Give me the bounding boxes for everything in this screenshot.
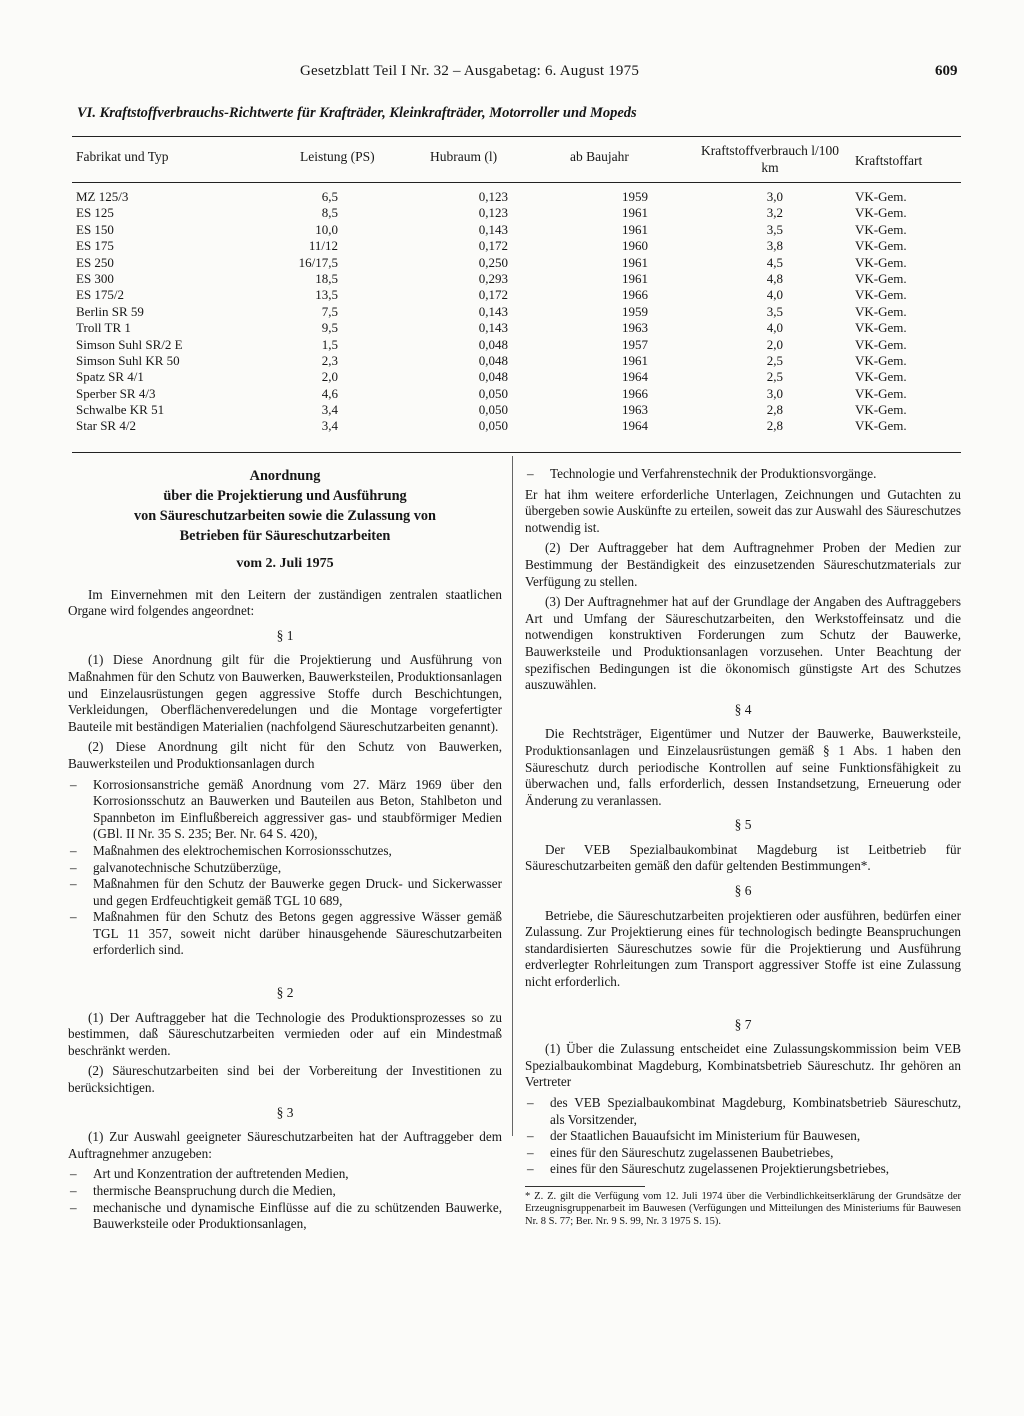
cell-verbrauch: 2,5 bbox=[766, 352, 783, 368]
cell-leistung: 2,0 bbox=[321, 369, 338, 385]
left-column bbox=[68, 466, 502, 1237]
cell-verbrauch: 4,8 bbox=[766, 270, 783, 286]
cell-leistung: 16/17,5 bbox=[298, 254, 338, 270]
cell-verbrauch: 3,0 bbox=[766, 189, 783, 204]
cell-hubraum: 0,050 bbox=[478, 385, 508, 401]
decree-title-line-3: von Säureschutzarbeiten sowie die Zulassung von bbox=[133, 508, 436, 524]
cell-baujahr: 1966 bbox=[622, 287, 648, 303]
cell-verbrauch: 3,0 bbox=[766, 385, 783, 401]
table-bottom-rule bbox=[72, 452, 961, 453]
requirements-list-continued bbox=[525, 466, 961, 483]
cell-baujahr: 1961 bbox=[622, 254, 648, 270]
cell-hubraum: 0,172 bbox=[478, 238, 508, 254]
cell-baujahr: 1961 bbox=[622, 205, 648, 221]
paragraph-3-subsection-2: (2) Der Auftraggeber hat dem Auftragnehmer Proben der Medien zur Bestimmung der Beständigkeit des einzusetzenden Säureschutzmaterials zur Verfügung zu stellen. bbox=[525, 540, 961, 589]
col-header-kraftstoffart: Kraftstoffart bbox=[855, 153, 923, 168]
cell-typ: Simson Suhl SR/2 E bbox=[76, 336, 183, 352]
column-divider bbox=[512, 456, 513, 1136]
cell-typ: ES 300 bbox=[76, 270, 114, 286]
cell-leistung: 3,4 bbox=[321, 418, 338, 434]
cell-hubraum: 0,172 bbox=[478, 287, 508, 303]
cell-art: VK-Gem. bbox=[855, 287, 907, 303]
cell-typ: Star SR 4/2 bbox=[76, 418, 136, 434]
paragraph-2-subsection-1: (1) Der Auftraggeber hat die Technologie des Produktionsprozesses so zu bestimmen, daß Säureschutzarbeiten vermieden oder auf ein Mindestmaß beschränkt werden. bbox=[68, 1009, 502, 1058]
paragraph-heading-2: § 2 bbox=[276, 985, 294, 1001]
paragraph-1-subsection-2: (2) Diese Anordnung gilt nicht für den Schutz von Bauwerken, Bauwerksteilen und Produktionsanlagen durch bbox=[68, 739, 502, 771]
paragraph-2-subsection-2: (2) Säureschutzarbeiten sind bei der Vorbereitung der Investitionen zu berücksichtigen. bbox=[68, 1063, 502, 1096]
cell-art: VK-Gem. bbox=[855, 369, 907, 385]
cell-art: VK-Gem. bbox=[855, 418, 907, 434]
cell-verbrauch: 3,8 bbox=[766, 238, 783, 254]
paragraph-5-text: Der VEB Spezialbaukombinat Magdeburg ist Leitbetrieb für Säureschutzarbeiten gemäß den dafür geltenden Bestimmungen*. bbox=[525, 841, 961, 874]
cell-art: VK-Gem. bbox=[855, 336, 907, 352]
cell-verbrauch: 3,5 bbox=[766, 303, 783, 319]
paragraph-7-subsection-1: (1) Über die Zulassung entscheidet eine Zulassungskommission beim VEB Spezialbaukombinat Magdeburg, Kombinatsbetrieb Säureschutz. Ihr gehören an Vertreter bbox=[525, 1041, 961, 1090]
table-row bbox=[72, 337, 961, 353]
footnote-rule bbox=[525, 1186, 645, 1187]
cell-hubraum: 0,048 bbox=[478, 369, 508, 385]
paragraph-4-text: Die Rechtsträger, Eigentümer und Nutzer der Bauwerke, Bauwerksteile, Produktionsanlagen und Einzelausrüstungen gemäß § 1 Abs. 1 haben den Säureschutz durch periodische Kontrollen auf seine Funktionsfähigkeit zu überwachen und, falls erforderlich, dessen Instandsetzung, Erneuerung oder Änderung zu veranlassen. bbox=[525, 726, 961, 808]
cell-art: VK-Gem. bbox=[855, 238, 907, 254]
cell-baujahr: 1961 bbox=[622, 352, 648, 368]
cell-verbrauch: 2,8 bbox=[766, 418, 783, 434]
list-item: – Maßnahmen des elektrochemischen Korrosionsschutzes, bbox=[68, 843, 502, 860]
table-header-rule bbox=[72, 182, 961, 183]
col-header-verbrauch: Kraftstoffverbrauch l/100 km bbox=[700, 143, 840, 175]
cell-leistung: 10,0 bbox=[315, 221, 338, 237]
list-item: – Korrosionsanstriche gemäß Anordnung vom 27. März 1969 über den Korrosionsschutz an Bauwerken und Bauteilen aus Beton, Stahlbeton und Spannbeton im Einflußbereich aggressiver gas- und staubförmiger Medien (GBl. II Nr. 35 S. 235; Ber. Nr. 64 S. 420), bbox=[68, 777, 502, 843]
cell-typ: Spatz SR 4/1 bbox=[76, 369, 144, 385]
table-row bbox=[72, 287, 961, 303]
list-item: – mechanische und dynamische Einflüsse auf die zu schützenden Bauwerke, Bauwerksteile oder Produktionsanlagen, bbox=[68, 1200, 502, 1233]
consumption-table-body bbox=[72, 189, 961, 435]
cell-baujahr: 1963 bbox=[622, 402, 648, 418]
running-head: Gesetzblatt Teil I Nr. 32 – Ausgabetag: 6. August 1975 bbox=[300, 63, 640, 79]
cell-art: VK-Gem. bbox=[855, 270, 907, 286]
col-header-hubraum: Hubraum (l) bbox=[430, 149, 498, 164]
cell-verbrauch: 4,5 bbox=[766, 254, 783, 270]
cell-typ: Berlin SR 59 bbox=[76, 303, 144, 319]
cell-typ: Simson Suhl KR 50 bbox=[76, 352, 180, 368]
cell-art: VK-Gem. bbox=[855, 303, 907, 319]
paragraph-heading-3: § 3 bbox=[276, 1104, 294, 1120]
exclusion-list bbox=[68, 777, 502, 960]
cell-art: VK-Gem. bbox=[855, 385, 907, 401]
cell-baujahr: 1963 bbox=[622, 320, 648, 336]
commission-members-list bbox=[525, 1095, 961, 1178]
cell-baujahr: 1966 bbox=[622, 385, 648, 401]
cell-typ: ES 150 bbox=[76, 221, 114, 237]
list-item: – der Staatlichen Bauaufsicht im Ministerium für Bauwesen, bbox=[525, 1128, 961, 1145]
cell-leistung: 18,5 bbox=[315, 270, 338, 286]
paragraph-3-subsection-1: (1) Zur Auswahl geeigneter Säureschutzarbeiten hat der Auftraggeber dem Auftragnehmer anzugeben: bbox=[68, 1129, 502, 1161]
cell-baujahr: 1959 bbox=[622, 189, 648, 204]
cell-baujahr: 1964 bbox=[622, 418, 648, 434]
cell-verbrauch: 2,8 bbox=[766, 402, 783, 418]
cell-baujahr: 1964 bbox=[622, 369, 648, 385]
table-row bbox=[72, 189, 961, 205]
cell-hubraum: 0,048 bbox=[478, 352, 508, 368]
list-item: – eines für den Säureschutz zugelassenen Projektierungsbetriebes, bbox=[525, 1161, 961, 1178]
cell-hubraum: 0,143 bbox=[478, 320, 508, 336]
table-row bbox=[72, 369, 961, 385]
list-item: – galvanotechnische Schutzüberzüge, bbox=[68, 860, 502, 877]
table-row bbox=[72, 205, 961, 221]
cell-leistung: 1,5 bbox=[321, 336, 338, 352]
table-row bbox=[72, 320, 961, 336]
cell-typ: Sperber SR 4/3 bbox=[76, 385, 156, 401]
paragraph-heading-6: § 6 bbox=[734, 883, 752, 899]
cell-typ: ES 125 bbox=[76, 205, 114, 221]
cell-art: VK-Gem. bbox=[855, 402, 907, 418]
col-header-leistung: Leistung (PS) bbox=[300, 149, 375, 164]
col-header-typ: Fabrikat und Typ bbox=[76, 149, 169, 164]
cell-art: VK-Gem. bbox=[855, 221, 907, 237]
col-header-baujahr: ab Baujahr bbox=[570, 149, 629, 164]
cell-leistung: 13,5 bbox=[315, 287, 338, 303]
cell-hubraum: 0,050 bbox=[478, 402, 508, 418]
cell-baujahr: 1960 bbox=[622, 238, 648, 254]
list-item: – Art und Konzentration der auftretenden Medien, bbox=[68, 1166, 502, 1183]
cell-verbrauch: 2,0 bbox=[766, 336, 783, 352]
cell-leistung: 8,5 bbox=[321, 205, 338, 221]
list-item: – Maßnahmen für den Schutz der Bauwerke gegen Druck- und Sickerwasser und gegen Erdfeuchtigkeit gemäß TGL 10 689, bbox=[68, 876, 502, 909]
cell-art: VK-Gem. bbox=[855, 254, 907, 270]
cell-art: VK-Gem. bbox=[855, 320, 907, 336]
cell-baujahr: 1957 bbox=[622, 336, 648, 352]
cell-typ: Schwalbe KR 51 bbox=[76, 402, 165, 418]
cell-leistung: 3,4 bbox=[321, 402, 338, 418]
cell-art: VK-Gem. bbox=[855, 352, 907, 368]
cell-typ: Troll TR 1 bbox=[76, 320, 131, 336]
decree-intro: Im Einvernehmen mit den Leitern der zuständigen zentralen staatlichen Organe wird folgendes angeordnet: bbox=[68, 586, 502, 619]
table-top-rule bbox=[72, 136, 961, 137]
list-item: – des VEB Spezialbaukombinat Magdeburg, Kombinatsbetrieb Säureschutz, als Vorsitzender, bbox=[525, 1095, 961, 1128]
paragraph-3-continuation: Er hat ihm weitere erforderliche Unterlagen, Zeichnungen und Gutachten zu übergeben sowie Auskünfte zu erteilen, soweit das zur Auswahl des Säureschutzes notwendig ist. bbox=[525, 486, 961, 535]
cell-verbrauch: 4,0 bbox=[766, 320, 783, 336]
cell-verbrauch: 2,5 bbox=[766, 369, 783, 385]
cell-verbrauch: 4,0 bbox=[766, 287, 783, 303]
right-column bbox=[525, 466, 961, 1228]
cell-hubraum: 0,250 bbox=[478, 254, 508, 270]
table-row bbox=[72, 255, 961, 271]
list-item: – thermische Beanspruchung durch die Medien, bbox=[68, 1183, 502, 1200]
footnote: * Z. Z. gilt die Verfügung vom 12. Juli 1974 über die Verbindlichkeitserklärung der Grundsätze der Erzeugnisgruppenarbeit im Bauwesen (Verfügungen und Mitteilungen des Ministeriums für Bauwesen Nr. 8 S. 77; Ber. Nr. 9 S. 99, Nr. 3 1975 S. 15). bbox=[525, 1190, 961, 1227]
decree-title-line-2: über die Projektierung und Ausführung bbox=[163, 488, 407, 504]
cell-baujahr: 1961 bbox=[622, 270, 648, 286]
cell-verbrauch: 3,2 bbox=[766, 205, 783, 221]
cell-hubraum: 0,123 bbox=[478, 205, 508, 221]
decree-date: vom 2. Juli 1975 bbox=[236, 556, 334, 571]
table-row bbox=[72, 353, 961, 369]
list-item: – Technologie und Verfahrenstechnik der Produktionsvorgänge. bbox=[525, 466, 961, 483]
paragraph-heading-5: § 5 bbox=[734, 817, 752, 833]
page-number: 609 bbox=[935, 63, 958, 79]
cell-baujahr: 1961 bbox=[622, 221, 648, 237]
paragraph-1-subsection-1: (1) Diese Anordnung gilt für die Projektierung und Ausführung von Maßnahmen für den Schutz von Bauwerken, Bauwerksteilen, Produktionsanlagen und Einzelausrüstungen gegen aggressive Stoffe durch Beschichtungen, Verkleidungen, Oberflächenveredelungen und die Montage vorgefertigter Bauteile mit beständigen Materialien (nachfolgend Säureschutzarbeiten genannt). bbox=[68, 652, 502, 734]
cell-leistung: 7,5 bbox=[321, 303, 338, 319]
cell-leistung: 2,3 bbox=[321, 352, 338, 368]
decree-title-line-1: Anordnung bbox=[249, 468, 321, 484]
cell-art: VK-Gem. bbox=[855, 205, 907, 221]
cell-hubraum: 0,143 bbox=[478, 221, 508, 237]
decree-title-line-4: Betrieben für Säureschutzarbeiten bbox=[179, 528, 391, 544]
cell-leistung: 4,6 bbox=[321, 385, 338, 401]
list-item: – Maßnahmen für den Schutz des Betons gegen aggressive Wässer gemäß TGL 11 357, soweit nicht darüber hinausgehende Säureschutzarbeiten erforderlich sind. bbox=[68, 909, 502, 959]
table-row bbox=[72, 271, 961, 287]
table-section-title: VI. Kraftstoffverbrauchs-Richtwerte für Krafträder, Kleinkrafträder, Motorroller und Mopeds bbox=[77, 105, 637, 121]
cell-hubraum: 0,048 bbox=[478, 336, 508, 352]
cell-typ: MZ 125/3 bbox=[76, 189, 129, 204]
paragraph-3-subsection-3: (3) Der Auftragnehmer hat auf der Grundlage der Angaben des Auftraggebers Art und Umfang der Säureschutzarbeiten, den Werkstoffeinsatz und die notwendigen konstruktiven Forderungen zum Schutz der Bauwerke, Bauwerksteile und Produktionsanlagen vorzusehen. Unter Beachtung der spezifischen Bedingungen ist die ökonomisch günstigste Art des Schutzes auszuwählen. bbox=[525, 594, 961, 693]
cell-verbrauch: 3,5 bbox=[766, 221, 783, 237]
requirements-list bbox=[68, 1166, 502, 1232]
list-item: – eines für den Säureschutz zugelassenen Baubetriebes, bbox=[525, 1145, 961, 1162]
cell-typ: ES 175/2 bbox=[76, 287, 125, 303]
paragraph-6-text: Betriebe, die Säureschutzarbeiten projektieren oder ausführen, bedürfen einer Zulassung. Zur Projektierung eines für technologisch bedingte Beanspruchungen standardisierten Säureschutzes sowie für die Projektierung und Ausführung erdverlegter Rohrleitungen zum Transport aggressiver Stoffe ist eine Zulassung nicht erforderlich. bbox=[525, 907, 961, 990]
cell-leistung: 9,5 bbox=[321, 320, 338, 336]
cell-typ: ES 250 bbox=[76, 254, 114, 270]
table-row bbox=[72, 386, 961, 402]
paragraph-heading-1: § 1 bbox=[276, 627, 294, 643]
cell-hubraum: 0,123 bbox=[478, 189, 508, 204]
table-row bbox=[72, 418, 961, 434]
paragraph-heading-4: § 4 bbox=[734, 701, 752, 717]
cell-hubraum: 0,293 bbox=[478, 270, 508, 286]
cell-typ: ES 175 bbox=[76, 238, 114, 254]
cell-baujahr: 1959 bbox=[622, 303, 648, 319]
paragraph-heading-7: § 7 bbox=[734, 1016, 752, 1032]
cell-art: VK-Gem. bbox=[855, 189, 907, 204]
table-row bbox=[72, 238, 961, 254]
table-row bbox=[72, 304, 961, 320]
table-row bbox=[72, 402, 961, 418]
cell-leistung: 6,5 bbox=[321, 189, 338, 204]
table-row bbox=[72, 222, 961, 238]
cell-hubraum: 0,143 bbox=[478, 303, 508, 319]
cell-leistung: 11/12 bbox=[308, 238, 338, 254]
cell-hubraum: 0,050 bbox=[478, 418, 508, 434]
